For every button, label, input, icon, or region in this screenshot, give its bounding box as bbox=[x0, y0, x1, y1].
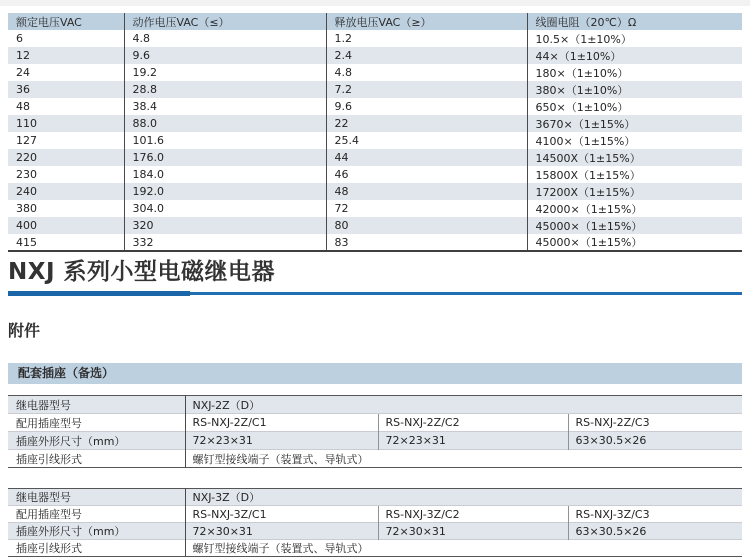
table-row bbox=[8, 98, 742, 115]
table-cell: 72×23×31 bbox=[185, 432, 378, 450]
table-row bbox=[8, 200, 742, 217]
table-cell: RS-NXJ-3Z/C3 bbox=[568, 506, 742, 523]
page-top-strip bbox=[0, 0, 750, 6]
table-cell: 28.8 bbox=[124, 81, 326, 98]
table-cell: 80 bbox=[326, 217, 527, 234]
table-cell: 46 bbox=[326, 166, 527, 183]
accessories-heading: 附件 bbox=[8, 321, 41, 340]
table-cell: NXJ-2Z（D） bbox=[185, 396, 742, 414]
table-row bbox=[8, 132, 742, 149]
table-cell: 2.4 bbox=[326, 47, 527, 64]
header-cell: 动作电压VAC（≤） bbox=[124, 13, 326, 30]
table-cell: 72×30×31 bbox=[185, 523, 378, 540]
table-header-row bbox=[8, 13, 742, 30]
table-row bbox=[8, 506, 742, 523]
table-cell: RS-NXJ-3Z/C2 bbox=[378, 506, 568, 523]
table-row bbox=[8, 149, 742, 166]
table-row bbox=[8, 432, 742, 450]
table-row bbox=[8, 489, 742, 506]
table-cell: 38.4 bbox=[124, 98, 326, 115]
table-row bbox=[8, 396, 742, 414]
table-cell: 4.8 bbox=[124, 30, 326, 47]
page-title: NXJ 系列小型电磁继电器 bbox=[8, 259, 276, 285]
accent-rule bbox=[8, 291, 742, 297]
table-cell: 螺钉型接线端子（装置式、导轨式） bbox=[185, 450, 742, 468]
table-cell: 9.6 bbox=[326, 98, 527, 115]
table-cell: 220 bbox=[8, 149, 124, 166]
table-cell: 44×（1±10%） bbox=[527, 47, 742, 64]
table-cell: 230 bbox=[16, 168, 37, 181]
table-cell: 4.8 bbox=[326, 64, 527, 81]
table-cell: 63×30.5×26 bbox=[568, 523, 742, 540]
row-label: 配用插座型号 bbox=[8, 506, 185, 523]
table-cell: 101.6 bbox=[124, 132, 326, 149]
table-cell: 332 bbox=[124, 234, 326, 251]
table-cell: 192.0 bbox=[124, 183, 326, 200]
table-cell: 72×30×31 bbox=[378, 523, 568, 540]
table-row bbox=[8, 450, 742, 468]
table-cell: 36 bbox=[8, 81, 124, 98]
rated-voltage-table bbox=[8, 13, 742, 252]
table-row bbox=[8, 234, 742, 251]
row-label: 继电器型号 bbox=[8, 396, 185, 414]
table-cell: 83 bbox=[326, 234, 527, 251]
table-cell: 415 bbox=[16, 235, 37, 249]
table-cell: 88.0 bbox=[124, 115, 326, 132]
table-cell: 180×（1±10%） bbox=[527, 64, 742, 81]
table-cell: RS-NXJ-3Z/C1 bbox=[185, 506, 378, 523]
table-cell: 304.0 bbox=[124, 200, 326, 217]
table-cell: 24 bbox=[16, 66, 30, 79]
table-cell: 12 bbox=[8, 47, 124, 64]
table-cell: RS-NXJ-2Z/C3 bbox=[568, 414, 742, 432]
table-cell: 48 bbox=[326, 183, 527, 200]
table-cell: 45000×（1±15%） bbox=[527, 234, 742, 251]
table-cell: 25.4 bbox=[326, 132, 527, 149]
row-label: 插座引线形式 bbox=[8, 450, 185, 468]
table-cell: 110 bbox=[8, 115, 124, 132]
table-cell: 10.5×（1±10%） bbox=[527, 30, 742, 47]
header-cell: 线圈电阻（20℃）Ω bbox=[527, 13, 742, 30]
table-row bbox=[8, 183, 742, 200]
table-cell: 6 bbox=[16, 32, 23, 45]
table-cell: 4100×（1±15%） bbox=[527, 132, 742, 149]
socket-band: 配套插座（备选） bbox=[8, 363, 742, 384]
table-row bbox=[8, 414, 742, 432]
table-cell: 9.6 bbox=[124, 47, 326, 64]
table-cell: 240 bbox=[8, 183, 124, 200]
header-cell: 额定电压VAC bbox=[8, 13, 124, 30]
table-row bbox=[8, 47, 742, 64]
table-row bbox=[8, 540, 742, 557]
table-cell: 1.2 bbox=[326, 30, 527, 47]
table-cell: 22 bbox=[326, 115, 527, 132]
table-cell: 19.2 bbox=[124, 64, 326, 81]
header-cell: 释放电压VAC（≥） bbox=[326, 13, 527, 30]
row-label: 配用插座型号 bbox=[8, 414, 185, 432]
row-label: 继电器型号 bbox=[8, 489, 185, 506]
table-row bbox=[8, 217, 742, 234]
table-cell: RS-NXJ-2Z/C1 bbox=[185, 414, 378, 432]
document-page bbox=[8, 13, 742, 557]
table-cell: RS-NXJ-2Z/C2 bbox=[378, 414, 568, 432]
socket-table-3z bbox=[8, 488, 742, 557]
table-cell: 380 bbox=[16, 202, 37, 215]
socket-table-2z bbox=[8, 395, 742, 468]
row-label: 插座外形尺寸（mm） bbox=[8, 523, 185, 540]
table-row bbox=[8, 64, 742, 81]
table-cell: 72 bbox=[326, 200, 527, 217]
table-cell: 7.2 bbox=[326, 81, 527, 98]
table-cell: 184.0 bbox=[124, 166, 326, 183]
table-row bbox=[8, 30, 742, 47]
table-cell: 14500X（1±15%） bbox=[527, 149, 742, 166]
table-cell: 63×30.5×26 bbox=[568, 432, 742, 450]
row-label: 插座外形尺寸（mm） bbox=[8, 432, 185, 450]
table-cell: 17200X（1±15%） bbox=[527, 183, 742, 200]
table-row bbox=[8, 115, 742, 132]
table-cell: 45000×（1±15%） bbox=[527, 217, 742, 234]
table-row bbox=[8, 523, 742, 540]
table-cell: 380×（1±10%） bbox=[527, 81, 742, 98]
accent-rule-thick bbox=[8, 291, 190, 296]
table-row bbox=[8, 166, 742, 183]
table-cell: 42000×（1±15%） bbox=[527, 200, 742, 217]
table-cell: 15800X（1±15%） bbox=[527, 166, 742, 183]
table-cell: NXJ-3Z（D） bbox=[185, 489, 742, 506]
row-label: 插座引线形式 bbox=[8, 540, 185, 557]
table-cell: 44 bbox=[326, 149, 527, 166]
table-cell: 400 bbox=[8, 217, 124, 234]
table-cell: 螺钉型接线端子（装置式、导轨式） bbox=[185, 540, 742, 557]
table-cell: 127 bbox=[16, 134, 37, 147]
table-cell: 176.0 bbox=[124, 149, 326, 166]
table-cell: 72×23×31 bbox=[378, 432, 568, 450]
table-cell: 650×（1±10%） bbox=[527, 98, 742, 115]
table-cell: 3670×（1±15%） bbox=[527, 115, 742, 132]
table-row bbox=[8, 81, 742, 98]
table-cell: 48 bbox=[16, 100, 30, 113]
table-cell: 320 bbox=[124, 217, 326, 234]
